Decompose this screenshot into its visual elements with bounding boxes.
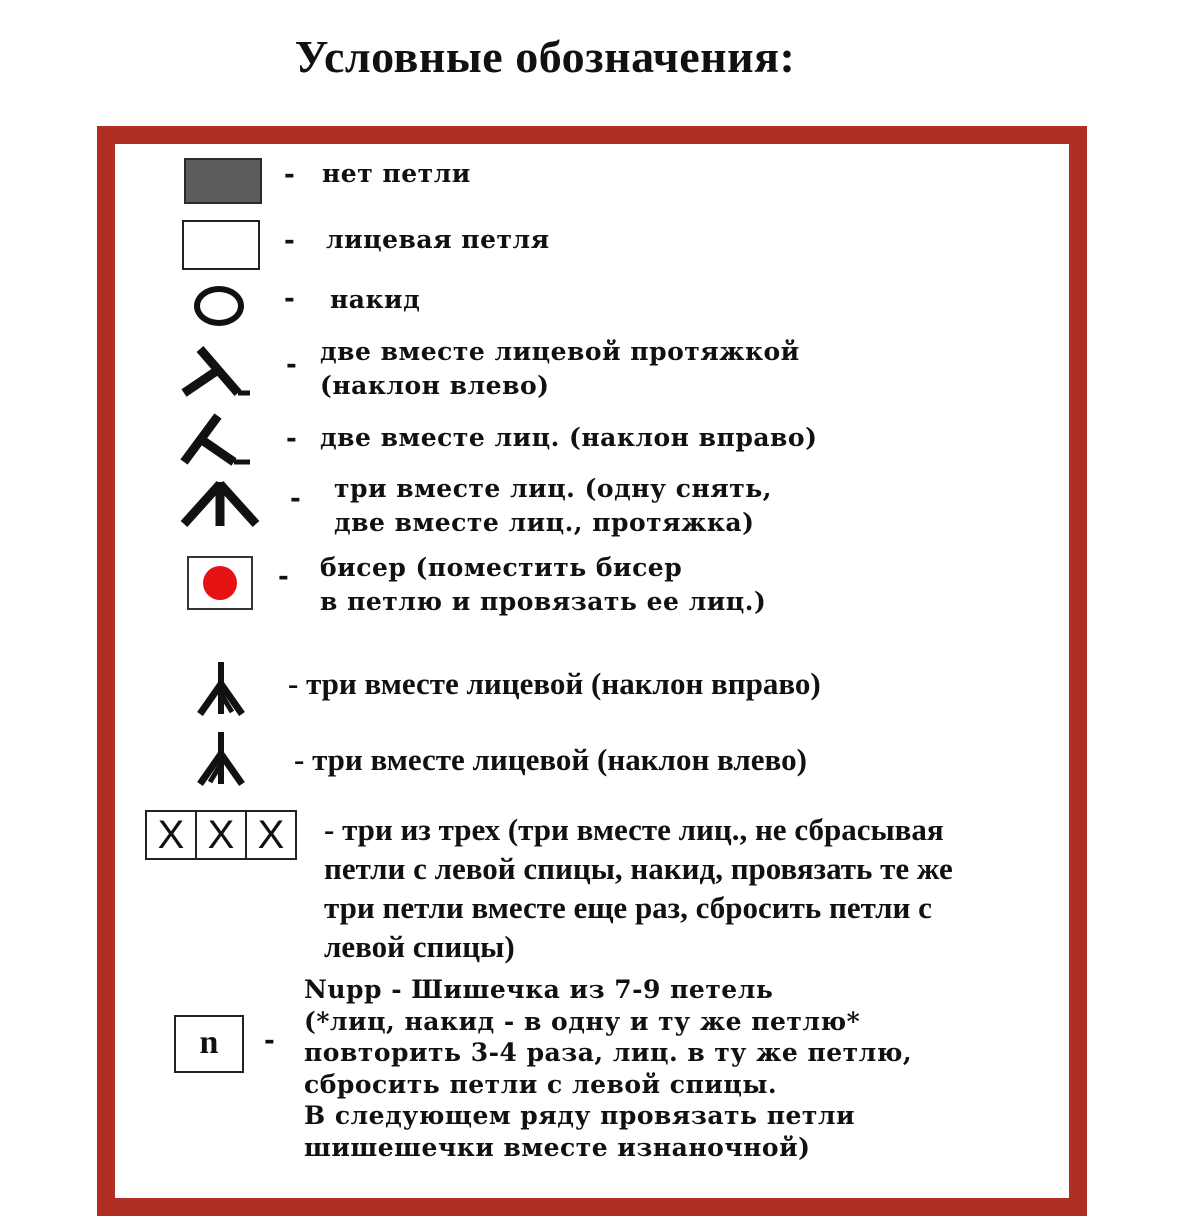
dash: - [284, 226, 295, 256]
legend-text-k3tog-center: три вместе лиц. (одну снять, две вместе лиц., протяжка) [334, 474, 772, 537]
page-title: Условные обозначения: [294, 31, 796, 82]
k2tog-right-icon [178, 412, 260, 466]
k3tog-right-icon [196, 660, 246, 716]
legend-text-yarn-over: накид [330, 285, 421, 314]
legend-text-k2tog-left: две вместе лицевой протяжкой (наклон влево) [320, 337, 800, 400]
legend-text-no-stitch: нет петли [322, 159, 471, 188]
x-cell: X [147, 812, 197, 858]
dash: - [284, 160, 295, 190]
dash: - [286, 350, 297, 380]
legend-text-nupp: Nupp - Шишечка из 7-9 петель (*лиц, накид - в одну и ту же петлю* повторить 3-4 раза, лиц. в ту же петлю, сбросить петли с левой спицы. В следующем ряду провязать петли шишешечки вместе изнаночной) [304, 975, 913, 1162]
no-stitch-icon [184, 158, 262, 204]
nupp-icon: n [174, 1015, 244, 1073]
dash: - [278, 562, 289, 592]
yarn-over-icon [194, 286, 244, 326]
legend-text-k2tog-right: две вместе лиц. (наклон вправо) [320, 423, 818, 452]
dash: - [284, 284, 295, 314]
legend-text-three-from-three: - три из трех (три вместе лиц., не сбрасывая петли с левой спицы, накид, провязать те же три петли вместе еще раз, сбросить петли с левой спицы) [324, 812, 953, 964]
legend-text-bead: бисер (поместить бисер в петлю и провязать ее лиц.) [320, 553, 767, 616]
legend-text-knit: лицевая петля [326, 225, 550, 254]
k2tog-left-icon [178, 345, 260, 397]
knit-stitch-icon [182, 220, 260, 270]
x-cell: X [197, 812, 247, 858]
dash: - [290, 484, 301, 514]
x-cell: X [257, 813, 285, 857]
three-from-three-icon [145, 810, 297, 860]
dash: - [264, 1026, 275, 1056]
dash: - [286, 424, 297, 454]
legend-text-k3tog-left: - три вместе лицевой (наклон влево) [294, 742, 807, 777]
k3tog-left-icon [196, 730, 246, 786]
k3tog-center-icon [178, 478, 262, 528]
red-bead-icon [203, 566, 237, 600]
bead-icon [187, 556, 253, 610]
legend-text-k3tog-right: - три вместе лицевой (наклон вправо) [288, 666, 821, 701]
